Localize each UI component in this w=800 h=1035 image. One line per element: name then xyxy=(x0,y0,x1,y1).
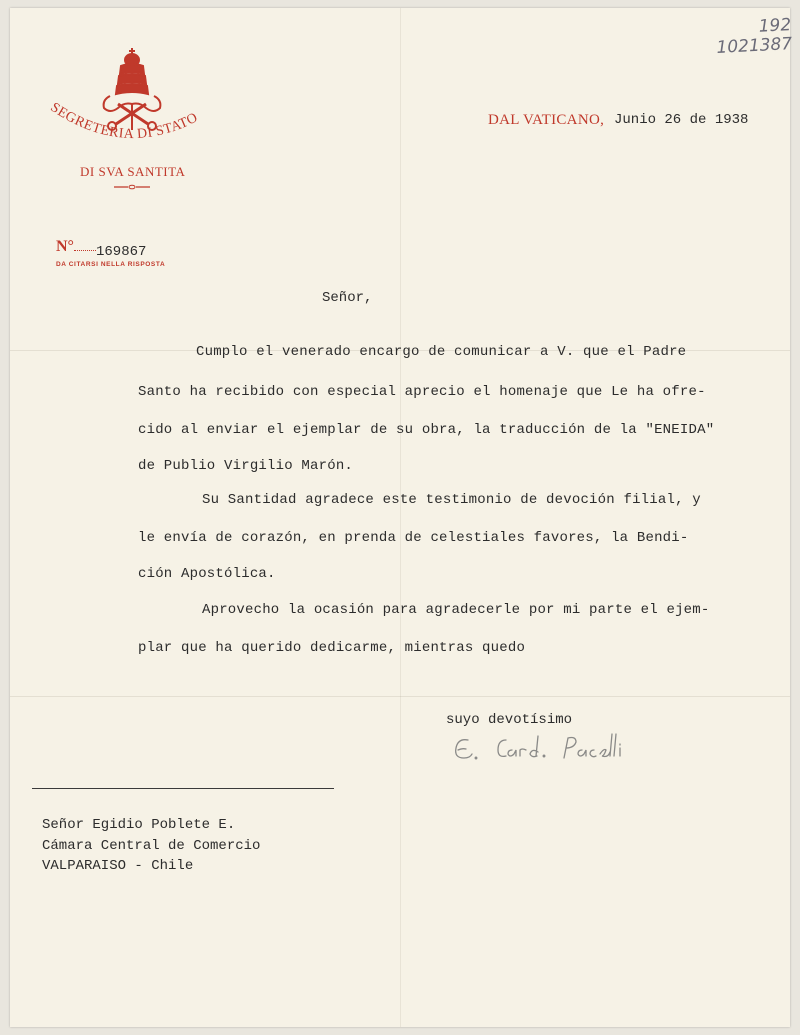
address-divider xyxy=(32,788,334,789)
archive-number-1: 192 xyxy=(758,15,792,37)
body-line: ción Apostólica. xyxy=(138,566,276,582)
ornament-divider-icon xyxy=(112,184,152,190)
paper-fold xyxy=(400,8,401,1027)
protocol-number: 169867 xyxy=(96,244,147,260)
archive-numbers xyxy=(715,16,793,58)
body-line: Cumplo el venerado encargo de comunicar a V. que el Padre xyxy=(196,344,687,360)
closing: suyo devotísimo xyxy=(446,712,573,728)
address-line: Señor Egidio Poblete E. xyxy=(42,817,236,833)
protocol-dots xyxy=(74,248,96,251)
letter-date: Junio 26 de 1938 xyxy=(614,112,749,128)
signature xyxy=(440,728,630,768)
seal-line2: DI SVA SANTITA xyxy=(80,164,186,179)
seal-text-arc xyxy=(38,100,228,160)
seal-line1: SEGRETERIA DI STATO xyxy=(47,100,201,143)
body-line: le envía de corazón, en prenda de celestiales favores, la Bendi- xyxy=(138,530,689,546)
address-line: Cámara Central de Comercio xyxy=(42,838,261,854)
protocol-label: N° xyxy=(56,238,74,255)
archive-number-2: 1021387 xyxy=(716,34,793,58)
protocol-note: DA CITARSI NELLA RISPOSTA xyxy=(56,261,166,268)
address-line: VALPARAISO - Chile xyxy=(42,858,194,874)
body-line: de Publio Virgilio Marón. xyxy=(138,458,354,474)
body-line: plar que ha querido dedicarme, mientras quedo xyxy=(138,640,526,656)
body-line: Su Santidad agradece este testimonio de devoción filial, y xyxy=(202,492,701,508)
place-heading: DAL VATICANO, xyxy=(488,112,605,128)
letter-page xyxy=(10,8,790,1027)
svg-text:SEGRETERIA DI STATO xyxy=(48,100,201,142)
body-line: cido al enviar el ejemplar de su obra, la traducción de la "ENEIDA" xyxy=(138,422,715,438)
body-line: Aprovecho la ocasión para agradecerle por mi parte el ejem- xyxy=(202,602,710,618)
salutation: Señor, xyxy=(322,290,373,306)
body-line: Santo ha recibido con especial aprecio el homenaje que Le ha ofre- xyxy=(138,384,706,400)
